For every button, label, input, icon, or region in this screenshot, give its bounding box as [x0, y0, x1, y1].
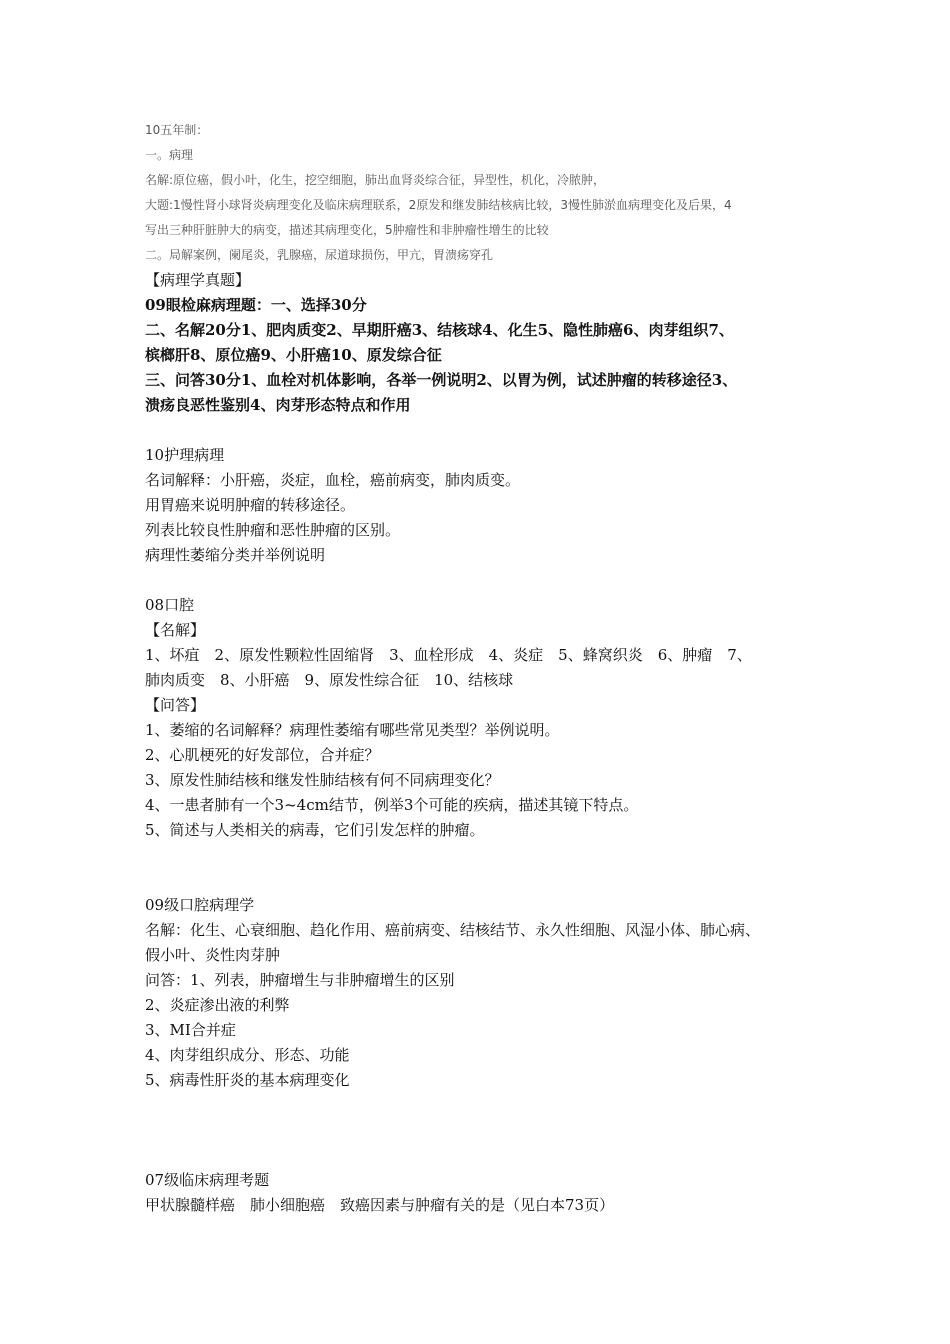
spacer — [145, 1118, 825, 1143]
text-line: 用胃癌来说明肿瘤的转移途径。 — [145, 496, 356, 514]
section-heading: 【病理学真题】 — [145, 271, 251, 289]
section-pathology-real-questions — [145, 268, 825, 418]
text-line: 假小叶、炎性肉芽肿 — [145, 946, 281, 964]
spacer — [145, 1143, 825, 1168]
text-line: 写出三种肝脏肿大的病变，描述其病理变化，5肿瘤性和非肿瘤性增生的比较 — [145, 223, 549, 237]
section-10-nursing-pathology — [145, 443, 825, 568]
section-07-clinical-pathology — [145, 1168, 825, 1218]
section-10-five-year — [145, 118, 825, 268]
text-line: 二。局解案例，阑尾炎，乳腺癌，尿道球损伤，甲亢，胃溃疡穿孔 — [145, 248, 494, 262]
text-line: 肺肉质变 8、小肝癌 9、原发性综合征 10、结核球 — [145, 671, 514, 689]
text-line: 名解：化生、心衰细胞、趋化作用、癌前病变、结核结节、永久性细胞、风湿小体、肺心病、 — [145, 921, 761, 939]
section-title: 08口腔 — [145, 596, 195, 614]
question-line: 3、原发性肺结核和继发性肺结核有何不同病理变化？ — [145, 771, 500, 789]
spacer — [145, 568, 825, 593]
question-line: 5、简述与人类相关的病毒，它们引发怎样的肿瘤。 — [145, 821, 485, 839]
text-line: 溃疡良恶性鉴别4、肉芽形态特点和作用 — [145, 396, 411, 414]
spacer — [145, 843, 825, 868]
subheading: 【问答】 — [145, 696, 206, 714]
spacer — [145, 1093, 825, 1118]
text-line: 1、坏疽 2、原发性颗粒性固缩肾 3、血栓形成 4、炎症 5、蜂窝织炎 6、肿瘤 7、 — [145, 646, 752, 664]
section-title: 07级临床病理考题 — [145, 1171, 270, 1189]
text-line: 09眼检麻病理题：一、选择30分 — [145, 296, 367, 314]
question-line: 1、萎缩的名词解释？病理性萎缩有哪些常见类型？举例说明。 — [145, 721, 560, 739]
spacer — [145, 418, 825, 443]
text-line: 病理性萎缩分类并举例说明 — [145, 546, 326, 564]
text-line: 三、问答30分1、血栓对机体影响，各举一例说明2、以胃为例，试述肿瘤的转移途径3、 — [145, 371, 738, 389]
question-line: 4、一患者肺有一个3~4cm结节，例举3个可能的疾病，描述其镜下特点。 — [145, 796, 639, 814]
question-line: 2、炎症渗出液的利弊 — [145, 996, 290, 1014]
text-line: 甲状腺髓样癌 肺小细胞癌 致癌因素与肿瘤有关的是（见白本73页） — [145, 1196, 615, 1214]
text-line: 二、名解20分1、肥肉质变2、早期肝癌3、结核球4、化生5、隐性肺癌6、肉芽组织7、 — [145, 321, 734, 339]
section-title: 09级口腔病理学 — [145, 896, 255, 914]
section-title: 10护理病理 — [145, 446, 225, 464]
text-line: 大题:1慢性肾小球肾炎病理变化及临床病理联系，2原发和继发肺结核病比较，3慢性肺淤血病理变化及后果，4 — [145, 198, 732, 212]
section-title: 10五年制： — [145, 123, 209, 137]
subheading: 【名解】 — [145, 621, 206, 639]
spacer — [145, 868, 825, 893]
text-line: 名词解释：小肝癌，炎症，血栓，癌前病变，肺肉质变。 — [145, 471, 521, 489]
section-subtitle: 一。病理 — [145, 148, 194, 162]
question-line: 2、心肌梗死的好发部位，合并症？ — [145, 746, 380, 764]
question-line: 3、MI合并症 — [145, 1021, 236, 1039]
text-line: 名解:原位癌，假小叶，化生，挖空细胞，肺出血肾炎综合征，异型性，机化，冷脓肿， — [145, 173, 606, 187]
question-line: 5、病毒性肝炎的基本病理变化 — [145, 1071, 350, 1089]
section-09-oral-pathology — [145, 893, 825, 1093]
text-line: 槟榔肝8、原位癌9、小肝癌10、原发综合征 — [145, 346, 442, 364]
text-line: 列表比较良性肿瘤和恶性肿瘤的区别。 — [145, 521, 401, 539]
document-page — [145, 118, 825, 1218]
question-line: 4、肉芽组织成分、形态、功能 — [145, 1046, 350, 1064]
section-08-oral — [145, 593, 825, 843]
question-line: 问答：1、列表，肿瘤增生与非肿瘤增生的区别 — [145, 971, 455, 989]
